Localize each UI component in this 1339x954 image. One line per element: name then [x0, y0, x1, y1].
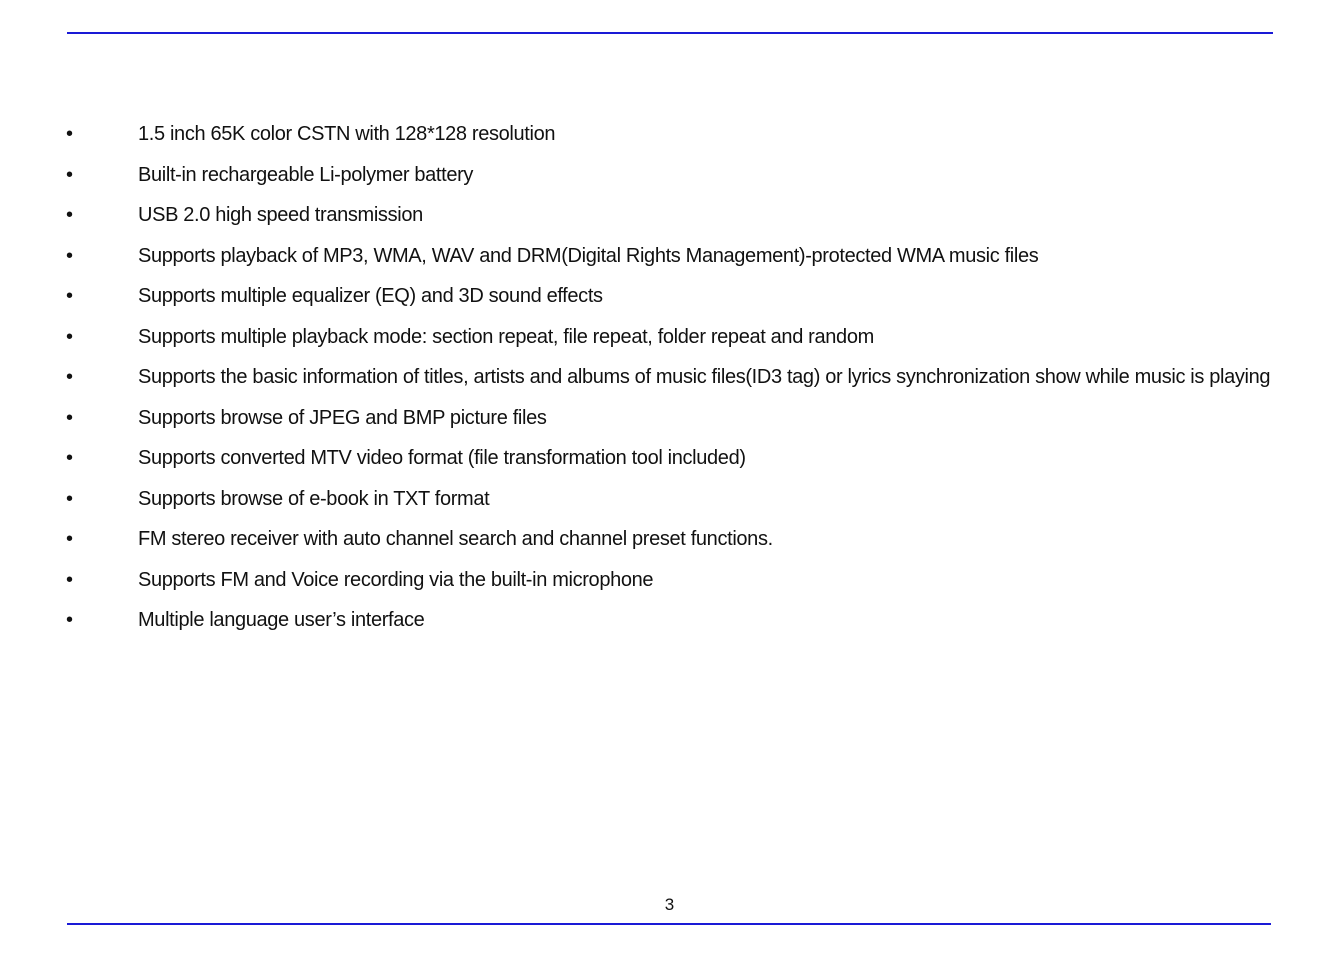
bullet-icon: •	[66, 366, 73, 388]
feature-item-12	[66, 560, 1271, 601]
feature-item-1	[66, 114, 1271, 155]
feature-text: 1.5 inch 65K color CSTN with 128*128 resolution	[138, 123, 556, 145]
bullet-icon: •	[66, 447, 73, 469]
bullet-icon: •	[66, 325, 73, 348]
bullet-icon: •	[66, 123, 73, 145]
feature-text: Supports the basic information of titles, artists and albums of music files(ID3 tag) or lyrics synchronization show while music is playing	[138, 366, 1271, 388]
feature-item-4	[66, 236, 1271, 277]
feature-text: Supports playback of MP3, WMA, WAV and DRM(Digital Rights Management)-protected WMA music files	[138, 244, 1039, 267]
feature-item-6	[66, 317, 1271, 358]
bullet-icon: •	[66, 528, 73, 550]
feature-text: Supports converted MTV video format (file transformation tool included)	[138, 447, 746, 469]
bullet-icon: •	[66, 285, 73, 307]
feature-item-13	[66, 600, 1271, 641]
feature-text: Multiple language user’s interface	[138, 609, 425, 631]
bullet-icon: •	[66, 204, 73, 226]
feature-text: Supports multiple equalizer (EQ) and 3D sound effects	[138, 285, 603, 307]
feature-text: Supports browse of JPEG and BMP picture files	[138, 406, 547, 429]
feature-item-9	[66, 438, 1271, 479]
feature-item-11	[66, 519, 1271, 560]
feature-item-7	[66, 357, 1271, 398]
header-rule	[67, 32, 1273, 34]
feature-text: Built-in rechargeable Li-polymer battery	[138, 163, 474, 186]
bullet-icon: •	[66, 487, 73, 510]
bullet-icon: •	[66, 609, 73, 631]
feature-text: FM stereo receiver with auto channel search and channel preset functions.	[138, 528, 773, 550]
feature-item-5	[66, 276, 1271, 317]
feature-text: Supports multiple playback mode: section repeat, file repeat, folder repeat and random	[138, 325, 874, 348]
feature-item-3	[66, 195, 1271, 236]
feature-item-8	[66, 398, 1271, 439]
feature-item-10	[66, 479, 1271, 520]
footer-rule	[67, 923, 1271, 925]
feature-text: Supports browse of e-book in TXT format	[138, 487, 490, 510]
feature-list	[66, 114, 1271, 641]
feature-text: USB 2.0 high speed transmission	[138, 204, 423, 226]
page-number: 3	[664, 895, 675, 914]
feature-item-2	[66, 155, 1271, 196]
bullet-icon: •	[66, 244, 73, 267]
bullet-icon: •	[66, 568, 73, 591]
bullet-icon: •	[66, 406, 73, 429]
feature-text: Supports FM and Voice recording via the built-in microphone	[138, 568, 654, 591]
bullet-icon: •	[66, 163, 73, 186]
